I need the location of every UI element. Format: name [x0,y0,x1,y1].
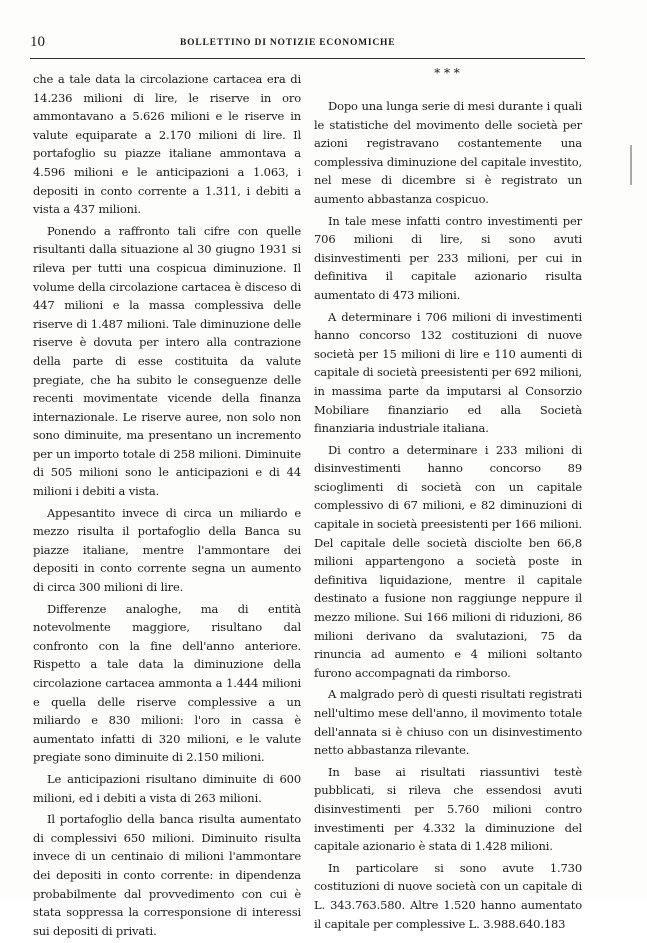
paragraph: che a tale data la circolazione cartacea era di 14.236 milioni di lire, le riserve in oro ammontavano a 5.626 milioni e le riserve in valute equiparate a 2.170 milioni di lire. Il portafoglio su piazze italiane ammontava a 4.596 milioni e le anticipazioni a 1.063, i depositi in conto corrente a 1.311, i debiti a vista a 437 milioni. [33,72,301,217]
paragraph: Il portafoglio della banca risulta aumentato di complessivi 650 milioni. Diminuito risulta invece di un centinaio di milioni l'ammontare dei depositi in conto corrente: in dipendenza probabilmente dal provvedimento con cui è stata soppressa la corresponsione di interessi sui depositi di privati. [33,812,301,938]
section-separator: * * * [434,66,460,80]
margin-mark [628,145,634,185]
paragraph: Differenze analoghe, ma di entità notevolmente maggiore, risultano dal confronto con la fine dell'anno anteriore. Rispetto a tale data la diminuzione della circolazione cartacea ammonta a 1.444 milioni e quella delle riserve complessive a un miliardo e 830 milioni: l'oro in cassa è aumentato infatti di 320 milioni, e le valute pregiate sono diminuite di 2.150 milioni. [33,601,301,765]
page-number: 10 [30,34,45,50]
paragraph: A malgrado però di questi risultati registrati nell'ultimo mese dell'anno, il movimento totale dell'annata si è chiuso con un disinvestimento netto abbastanza rilevante. [314,687,582,758]
paragraph: In particolare si sono avute 1.730 costituzioni di nuove società con un capitale di L. 343.763.580. Altre 1.520 hanno aumentato il capitale per complessive L. 3.988.640.183 [314,860,582,931]
paragraph: Le anticipazioni risultano diminuite di 600 milioni, ed i debiti a vista di 263 milioni. [33,771,301,805]
paragraph: Ponendo a raffronto tali cifre con quelle risultanti dalla situazione al 30 giugno 1931 si rileva per tutti una cospicua diminuzione. Il volume della circolazione cartacea è disceso di 447 milioni e la massa complessiva delle riserve di 1.487 milioni. Tale diminuzione delle riserve è dovuta per intero alla contrazione della parte di esse costituita da valute pregiate, che ha subito le conseguenze delle recenti movimentate vicende della finanza internazionale. Le riserve auree, non solo non sono diminuite, ma presentano un incremento per un importo totale di 258 milioni. Diminuite di 505 milioni sono le anticipazioni e di 44 milioni i debiti a vista. [33,223,301,499]
running-title: BOLLETTINO DI NOTIZIE ECONOMICHE [180,38,396,48]
paragraph: Appesantito invece di circa un miliardo e mezzo risulta il portafoglio della Banca su piazze italiane, mentre l'ammontare dei depositi in conto corrente segna un aumento di circa 300 milioni di lire. [33,505,301,595]
paragraph: A determinare i 706 milioni di investimenti hanno concorso 132 costituzioni di nuove società per 15 milioni di lire e 110 aumenti di capitale di società preesistenti per 692 milioni, in massima parte da imputarsi al Consorzio Mobiliare finanziario ed alla Società finanziaria industriale italiana. [314,309,582,436]
page-header [30,34,585,54]
paragraph: Di contro a determinare i 233 milioni di disinvestimenti hanno concorso 89 scioglimenti di società con un capitale complessivo di 67 milioni, e 82 diminuzioni di capitale in società preesistenti per 166 milioni. Del capitale delle società disciolte ben 66,8 milioni appartengono a società poste in definitiva liquidazione, mentre il capitale destinato a fusione non raggiunge neppure il mezzo milione. Sui 166 milioni di riduzioni, 86 milioni derivano da svalutazioni, 75 da rinuncia ad aumento e 4 milioni soltanto furono accompagnati da rimborso. [314,442,582,680]
paragraph: Dopo una lunga serie di mesi durante i quali le statistiche del movimento delle società per azioni registravano costantemente una complessiva diminuzione del capitale investito, nel mese di dicembre si è registrato un aumento abbastanza cospicuo. [314,99,582,206]
header-rule [30,58,585,59]
paragraph: In base ai risultati riassuntivi testè pubblicati, si rileva che essendosi avuti disinvestimenti per 5.760 milioni contro investimenti per 4.332 la diminuzione del capitale azionario è stata di 1.428 milioni. [314,764,582,854]
left-column [33,70,301,943]
right-column [314,97,582,936]
paragraph: In tale mese infatti contro investimenti per 706 milioni di lire, si sono avuti disinvestimenti per 233 milioni, per cui in definitiva il capitale azionario risulta aumentato di 473 milioni. [314,213,582,302]
